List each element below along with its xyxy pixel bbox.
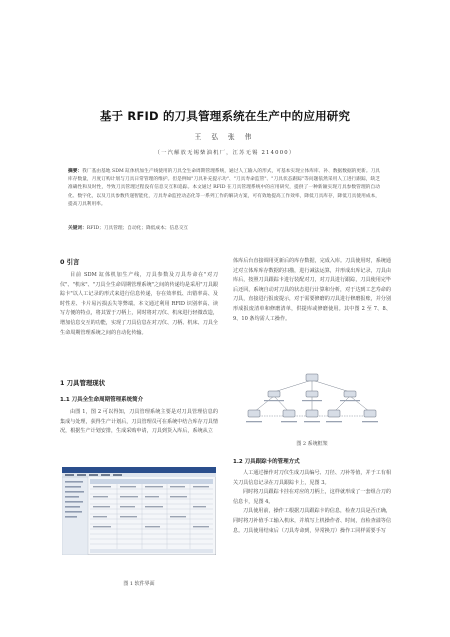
keywords — [68, 225, 380, 233]
right-column-body — [233, 257, 391, 324]
keywords-text: RFID；刀具管理；自动化；降低成本；信息交互 — [86, 226, 189, 231]
paper-authors: 王 弘 张 伟 — [194, 133, 256, 141]
section-1-1-text: 由图 1，图 2 可以得知，刀具管理系统主要是对刀具管理信息的集成与处理，获得生产计划后，刀具管理员可在系统中结合库存刀具情况，根据生产计划安排，生成采购申请，刀具到货入库后，系统从立 — [60, 409, 218, 435]
figure-1-caption: 图 1 软件界面 — [123, 581, 155, 587]
figure-1-software-screenshot — [62, 467, 216, 555]
right-paragraph-1: 体库后台直接调用更新后的库存数据，完成入库。刀具使用时，系统通过对立体库库存数据的扫描，进行减法运算，并形成出库记录，刀具由库后，按照刀具跟踪卡进行装配对刀，对刀具进行跟踪，刀具使用完毕后还回，系统自动对刀具的状态进行计算和分析，对于达到工艺寿命的刀具，直接进行报废提示，对于需要修磨的刀具进行修磨报账，并分别形成报废清单和修磨清单，供提库或修磨使用。其中图 2 至 7、8、9、10 条均需人工操作。 — [233, 258, 391, 322]
section-0-body — [60, 271, 218, 338]
abstract-label: 摘要： — [68, 169, 83, 174]
keywords-label: 关键词： — [68, 226, 87, 231]
paper-affiliation: （一汽解放无锡柴油机厂，江苏无锡 214000） — [154, 150, 296, 156]
section-1-2-paragraph-3: 刀具使用前，操作工根据刀具跟踪卡的信息，检查刀具是否正确，同时将刀补值手工输入机床，并填写上机操作者、时间，直检查溢等信息。刀具使用结束后（刀具寿命到，异常换刀）操作工同样需要手写 — [233, 508, 391, 534]
section-1-2-paragraph-2: 同时将刀具跟踪卡挂在对应的刀柄上，这样就形成了一套组合刀的信息卡，见图 4。 — [233, 489, 391, 505]
section-1-2-body — [233, 469, 391, 536]
section-1-2-paragraph-1: 人工通过操作对刀仪生成刀具编号、刀径、刀补等值，并于工有相关刀具信息记录在刀具跟踪卡上，见图 3。 — [233, 470, 391, 486]
section-1-title: 1 刀具管理现状 — [60, 379, 106, 387]
section-1-2-title: 1.2 刀具跟踪卡的管理方式 — [233, 459, 300, 465]
abstract-text: 我厂基由基地 SDM 缸体机加生产线使用的刀具全生命周期管理系统，通过人工输入的形式，可基本实现立体库库、补、数据数据的更新。刀具库存数量，月度订购计划与刀具日常管理的维护。但是例如"刀具补充提示功"、"刀具寿命监管"、"刀具状态跟踪"等问题依然采用人工进行跟踪，缺乏准确性和及时性，导致刀具管理过程没有信息交互和追踪。本文通过 RFID 在刀具管理系统中的应用研究，提供了一种新颖实现刀具参数管理的自动化、数字化，以及刀具参数传递智能化，刀具寿命监控动态化等一系列工作的解决方案，可有效地提高工作效率，降低刀具库存，降低刀具使用成本，提高刀具利用率。 — [68, 169, 380, 207]
figure-2-caption: 图 2 系统框架 — [296, 441, 328, 447]
section-0-text: 目前 SDM 缸体机加生产线，刀具参数及刀具寿命在"对刀仪"、"机床"、"刀具全生命周期管理系统"之间的传递均是采用"刀具跟踪卡"以人工记录的形式来进行信息传递，存在效率低、出错率高、及时性差、卡片易污损丢失等弊端。本文通过利用 RFID 识别率高、读写方便的特点，将其置于刀柄上，同时将对刀仪、机床进行轻微改造，增加信息交互的功能，实现了刀具信息在对刀仪、刀柄、机床、刀具全生命周期管理系统之间的自动化传输。 — [60, 272, 218, 336]
abstract — [68, 168, 380, 209]
paper-title: 基于 RFID 的刀具管理系统在生产中的应用研究 — [99, 109, 351, 123]
section-1-1-body — [60, 408, 218, 437]
figure-2-system-diagram — [234, 372, 390, 434]
section-1-1-title: 1.1 刀具全生命周期管理系统简介 — [60, 397, 144, 403]
section-0-title: 0 引言 — [60, 258, 80, 266]
